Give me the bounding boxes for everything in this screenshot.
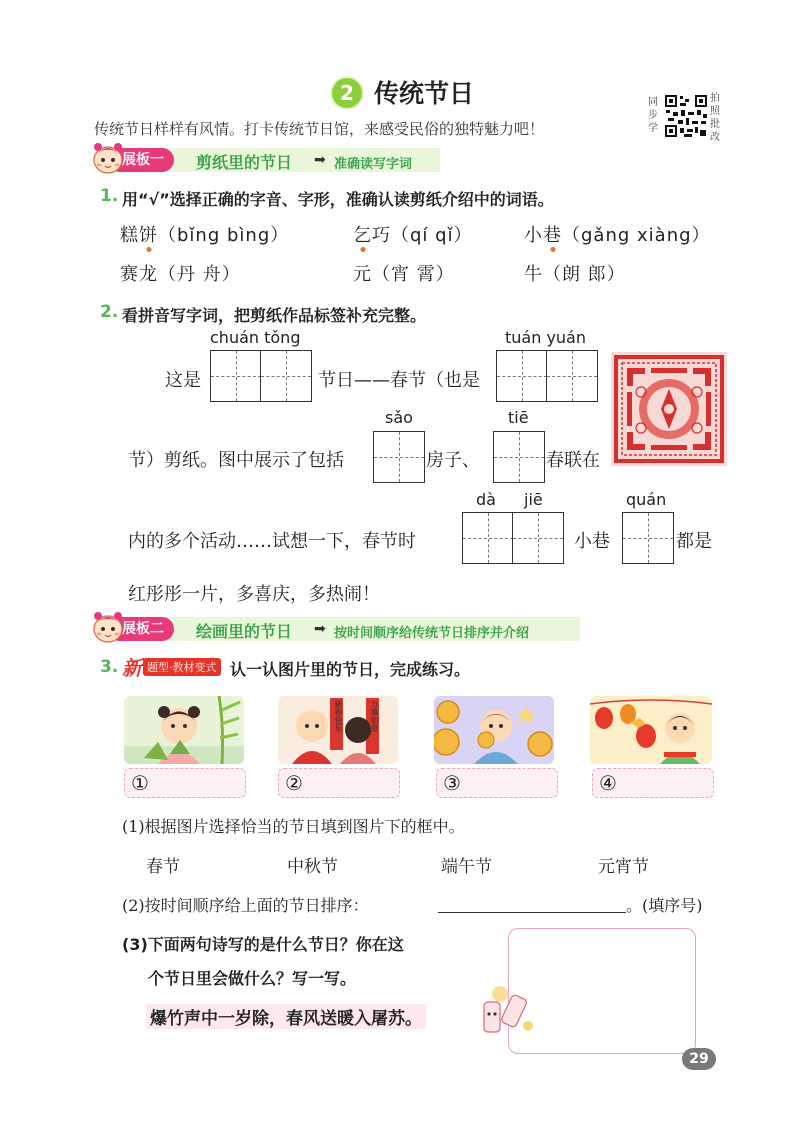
page-number: 29 <box>682 1048 716 1070</box>
q2-line1-a: 这是 <box>165 370 201 391</box>
couplet-left: 新春快乐 <box>334 700 343 732</box>
writing-box[interactable] <box>260 350 312 402</box>
q2-line3-c: 都是 <box>676 531 712 552</box>
q1-choice-2[interactable] <box>353 221 473 247</box>
q1-text: 用“√”选择正确的字音、字形，准确认读剪纸介绍中的词语。 <box>122 190 554 209</box>
paper-cut-image <box>611 352 727 466</box>
q1-number: 1. <box>100 186 119 206</box>
writing-box[interactable] <box>622 512 674 564</box>
couplet-right: 万事如意 <box>370 700 379 732</box>
qr-label-left: 同步学 <box>648 97 658 134</box>
choice-prefix: 糕 <box>120 225 139 246</box>
festival-option[interactable]: 春节 <box>146 857 180 877</box>
q3-number: 3. <box>100 657 119 677</box>
q2-text: 看拼音写字词，把剪纸作品标签补充完整。 <box>122 306 427 325</box>
section2-subtitle: 绘画里的节日 <box>196 622 293 641</box>
q3-text: 认一认图片里的节日，完成练习。 <box>230 660 471 679</box>
choice-options: （bǐng bìng） <box>158 225 290 246</box>
intro-text: 传统节日样样有风情。打卡传统节日馆，来感受民俗的独特魅力吧！ <box>94 120 545 138</box>
choice-options: （gǎng xiàng） <box>562 225 711 246</box>
festival-picture-3 <box>434 696 554 764</box>
lesson-number: 2 <box>330 76 364 110</box>
pinyin-jie: jiē <box>524 490 543 509</box>
writing-box[interactable] <box>210 350 262 402</box>
q1-choice-4[interactable]: 赛龙（丹 舟） <box>120 264 241 285</box>
writing-box[interactable] <box>512 512 564 564</box>
mascot-icon <box>90 610 126 644</box>
choice-prefix: 小 <box>524 225 543 246</box>
answer-box-4[interactable]: ④ <box>592 768 714 798</box>
qr-code-icon[interactable] <box>664 94 708 138</box>
question-type-tag: 题型·教材变式 <box>143 658 221 676</box>
qr-label-right: 拍照批改 <box>710 93 720 143</box>
q3-sub2-text: (2)按时间顺序给上面的节日排序： <box>122 896 369 915</box>
pinyin-sao: sǎo <box>385 408 413 427</box>
pinyin-tie: tiē <box>508 408 529 427</box>
pinyin-da: dà <box>476 490 496 509</box>
pinyin-quan: quán <box>626 490 667 509</box>
choice-options: 巧（qí qǐ） <box>372 225 473 246</box>
dotted-char: 巷 <box>543 221 562 247</box>
q2-line3-b: 小巷 <box>574 531 610 552</box>
q3-sub3-line1: (3)下面两句诗写的是什么节日？你在这 <box>122 935 404 954</box>
arrow-right-icon: ➡ <box>314 621 326 637</box>
writing-box[interactable] <box>493 431 545 483</box>
dotted-char: 饼 <box>139 221 158 247</box>
q3-sub1: (1)根据图片选择恰当的节日填到图片下的框中。 <box>122 817 465 836</box>
section1-hint: 准确读写字词 <box>334 157 413 172</box>
q1-choice-5[interactable]: 元（宵 霄） <box>353 264 455 285</box>
writing-box[interactable] <box>462 512 514 564</box>
section2-hint: 按时间顺序给传统节日排序并介绍 <box>334 626 530 641</box>
festival-option[interactable]: 中秋节 <box>287 857 338 877</box>
poem-line: 爆竹声中一岁除，春风送暖入屠苏。 <box>146 1004 426 1029</box>
q1-choice-1[interactable] <box>120 221 289 247</box>
q2-line3-a: 内的多个活动……试想一下，春节时 <box>128 531 416 552</box>
q3-sub2-suffix: 。(填序号) <box>626 896 703 915</box>
writing-box[interactable] <box>496 350 548 402</box>
pinyin-tuanyuan: tuán yuán <box>505 328 586 347</box>
q2-line2-a: 节）剪纸。图中展示了包括 <box>128 450 344 471</box>
section1-subtitle: 剪纸里的节日 <box>196 153 293 172</box>
festival-picture-4 <box>590 696 712 764</box>
firecracker-icon <box>470 982 540 1038</box>
answer-box-3[interactable]: ③ <box>436 768 558 798</box>
q2-line4: 红彤彤一片，多喜庆，多热闹！ <box>128 584 380 605</box>
arrow-right-icon: ➡ <box>314 152 326 168</box>
festival-picture-1 <box>124 696 244 764</box>
q2-line2-c: 春联在 <box>546 450 600 471</box>
q2-line1-b: 节日——春节（也是 <box>318 370 480 391</box>
answer-box-1[interactable]: ① <box>124 768 246 798</box>
q2-line2-b: 房子、 <box>426 450 480 471</box>
answer-box-2[interactable]: ② <box>278 768 400 798</box>
mascot-icon <box>90 141 126 175</box>
pinyin-chuantong: chuán tǒng <box>210 328 301 347</box>
section2-badge: 展板二 <box>108 617 174 641</box>
new-tag: 新 <box>122 656 142 680</box>
writing-box[interactable] <box>373 431 425 483</box>
writing-box[interactable] <box>546 350 598 402</box>
section1-badge: 展板一 <box>108 148 174 172</box>
q2-number: 2. <box>100 302 119 322</box>
q1-choice-3[interactable] <box>524 221 711 247</box>
q3-sub3-line2: 个节日里会做什么？写一写。 <box>148 969 357 988</box>
order-answer-line[interactable] <box>438 912 626 913</box>
festival-option[interactable]: 元宵节 <box>598 857 649 877</box>
page-title: 传统节日 <box>374 79 475 108</box>
dotted-char: 乞 <box>353 221 372 247</box>
q1-choice-6[interactable]: 牛（朗 郎） <box>524 264 626 285</box>
festival-option[interactable]: 端午节 <box>441 857 492 877</box>
